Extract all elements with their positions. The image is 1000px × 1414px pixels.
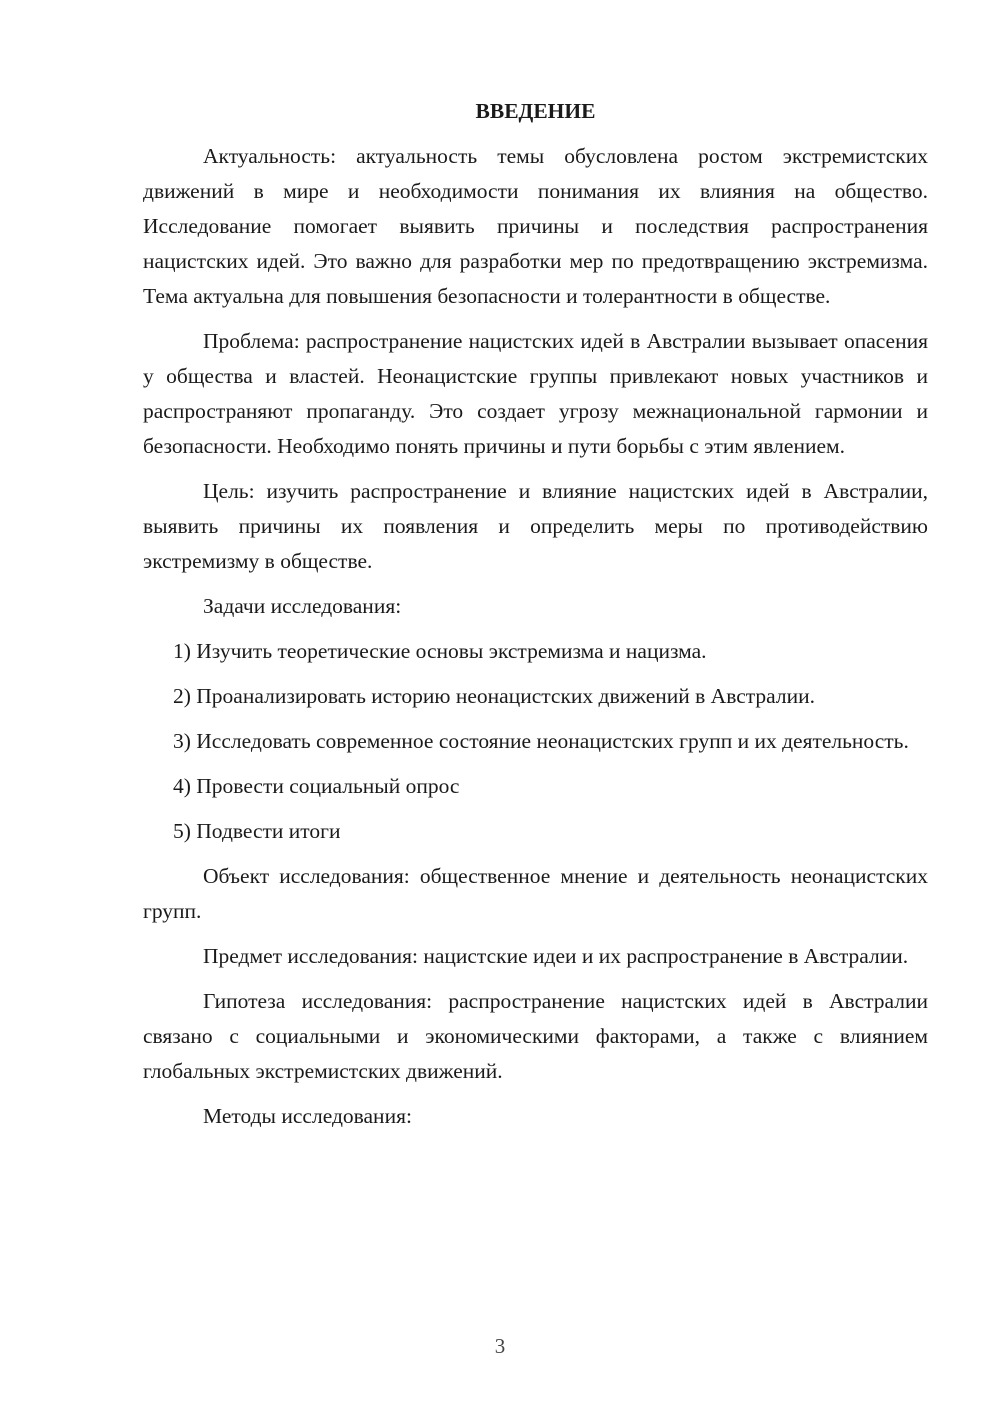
tasks-heading: Задачи исследования: [203, 594, 402, 618]
goal-paragraph: Цель: изучить распространение и влияние нацистских идей в Австралии, выявить причины их появления и определить меры по противодействию экстремизму в обществе. [143, 479, 928, 573]
task-item-3: 3) Исследовать современное состояние неонацистских групп и их деятельность. [173, 729, 909, 753]
hypothesis-paragraph: Гипотеза исследования: распространение нацистских идей в Австралии связано с социальными и экономическими факторами, а также с влиянием глобальных экстремистских движений. [143, 989, 928, 1083]
page-number: 3 [494, 1334, 506, 1358]
page-title: ВВЕДЕНИЕ [475, 99, 596, 123]
subject-paragraph: Предмет исследования: нацистские идеи и их распространение в Австралии. [203, 944, 909, 968]
task-item-2: 2) Проанализировать историю неонацистских движений в Австралии. [173, 684, 816, 708]
task-item-1: 1) Изучить теоретические основы экстремизма и нацизма. [173, 639, 707, 663]
task-item-4: 4) Провести социальный опрос [173, 774, 460, 798]
methods-heading: Методы исследования: [203, 1104, 412, 1128]
object-paragraph: Объект исследования: общественное мнение и деятельность неонацистских групп. [143, 864, 928, 923]
document-page [143, 94, 928, 1144]
task-item-5: 5) Подвести итоги [173, 819, 341, 843]
relevance-paragraph: Актуальность: актуальность темы обусловлена ростом экстремистских движений в мире и необходимости понимания их влияния на общество. Исследование помогает выявить причины и последствия распространения нацистских идей. Это важно для разработки мер по предотвращению экстремизма. Тема актуальна для повышения безопасности и толерантности в обществе. [143, 144, 928, 308]
problem-paragraph: Проблема: распространение нацистских идей в Австралии вызывает опасения у общества и властей. Неонацистские группы привлекают новых участников и распространяют пропаганду. Это создает угрозу межнациональной гармонии и безопасности. Необходимо понять причины и пути борьбы с этим явлением. [143, 329, 928, 458]
